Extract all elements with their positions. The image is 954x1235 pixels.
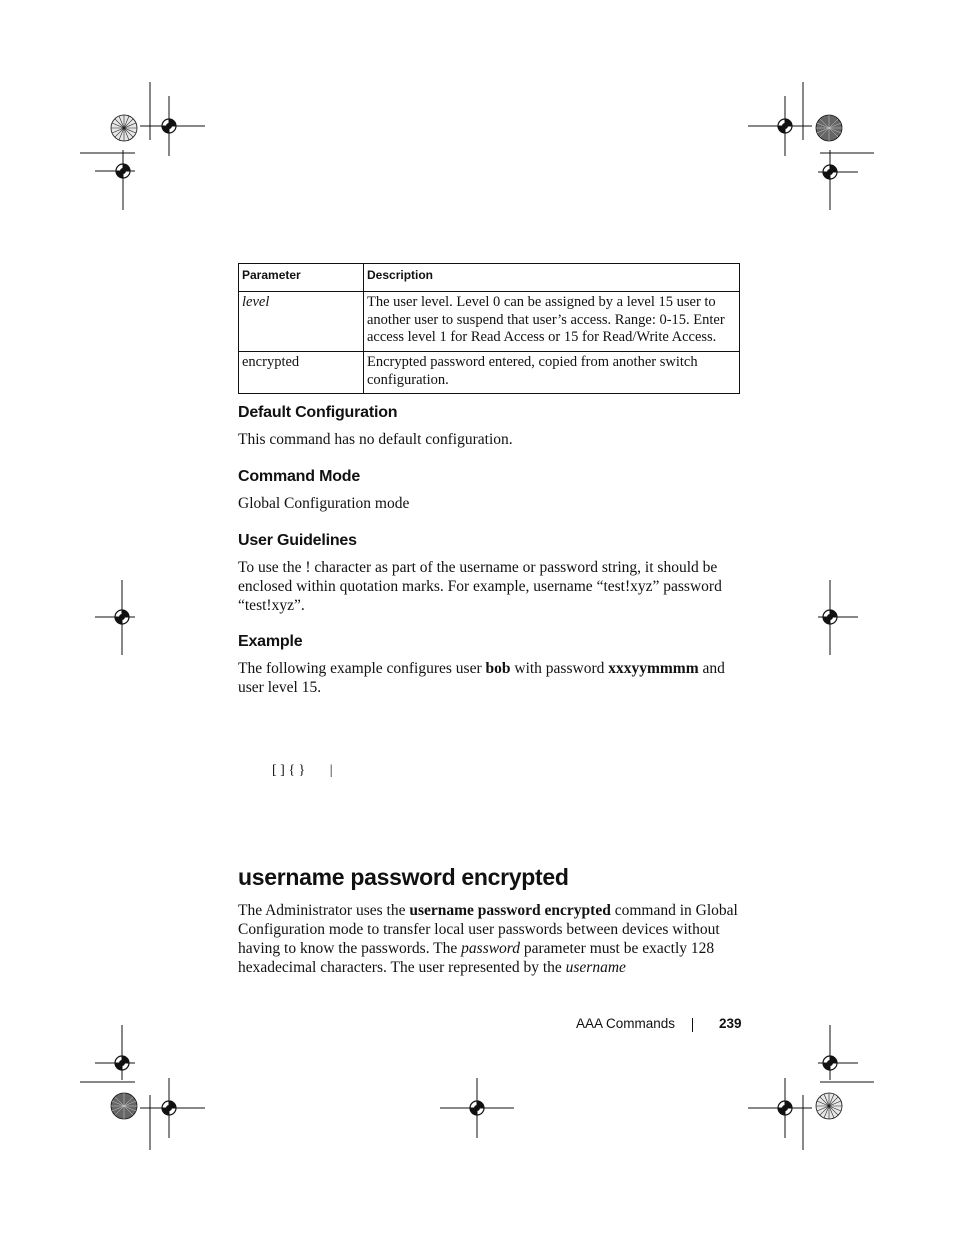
- parameter-table: [238, 263, 740, 394]
- footer-divider: [692, 1018, 693, 1032]
- table-cell-description: The user level. Level 0 can be assigned by a level 15 user to another user to suspend that user’s access. Range: 0-15. Enter access level 1 for Read Access or 15 for Read/Write Access.: [364, 292, 740, 352]
- table-cell-parameter: level: [239, 292, 364, 352]
- table-row: [239, 352, 740, 394]
- command-description: [238, 901, 743, 977]
- example-text: [238, 659, 743, 697]
- command-description-part: parameter must be exactly 128 hexadecimal characters. The user represented by the: [238, 940, 715, 976]
- command-description-part: The Administrator uses the: [238, 902, 410, 919]
- username-param-inline: username: [565, 959, 626, 976]
- user-guidelines-heading: User Guidelines: [238, 532, 357, 549]
- table-row: [239, 292, 740, 352]
- command-mode-heading: Command Mode: [238, 468, 361, 485]
- example-code-line: [ ] { } |: [272, 763, 333, 778]
- example-user-value: bob: [485, 660, 511, 677]
- example-heading: Example: [238, 633, 303, 650]
- user-guidelines-text: To use the ! character as part of the username or password string, it should be enclosed within quotation marks. For example, username “test!xyz” password “test!xyz”.: [238, 559, 722, 614]
- example-password-value: xxxyymmmm: [608, 660, 699, 677]
- command-description-part: command in Global Configuration mode to transfer local user passwords between devices without having to know the passwords. The: [238, 902, 738, 957]
- footer-page-number: 239: [719, 1016, 742, 1031]
- default-configuration-text: This command has no default configuration.: [238, 431, 513, 448]
- example-text-part: with password: [510, 660, 609, 677]
- table-header-row: [239, 264, 740, 292]
- command-title: username password encrypted: [238, 864, 569, 890]
- command-mode-text: Global Configuration mode: [238, 495, 410, 512]
- table-header-description: Description: [364, 264, 740, 292]
- table-cell-description: Encrypted password entered, copied from another switch configuration.: [364, 352, 740, 394]
- footer-section-name: AAA Commands: [576, 1016, 676, 1031]
- password-param-inline: password: [461, 940, 521, 957]
- example-text-part: and user level 15.: [238, 660, 725, 696]
- example-text-part: The following example configures user: [238, 660, 486, 677]
- table-header-parameter: Parameter: [239, 264, 364, 292]
- command-name-inline: username password encrypted: [409, 902, 611, 919]
- table-cell-parameter: encrypted: [239, 352, 364, 394]
- default-configuration-heading: Default Configuration: [238, 404, 398, 421]
